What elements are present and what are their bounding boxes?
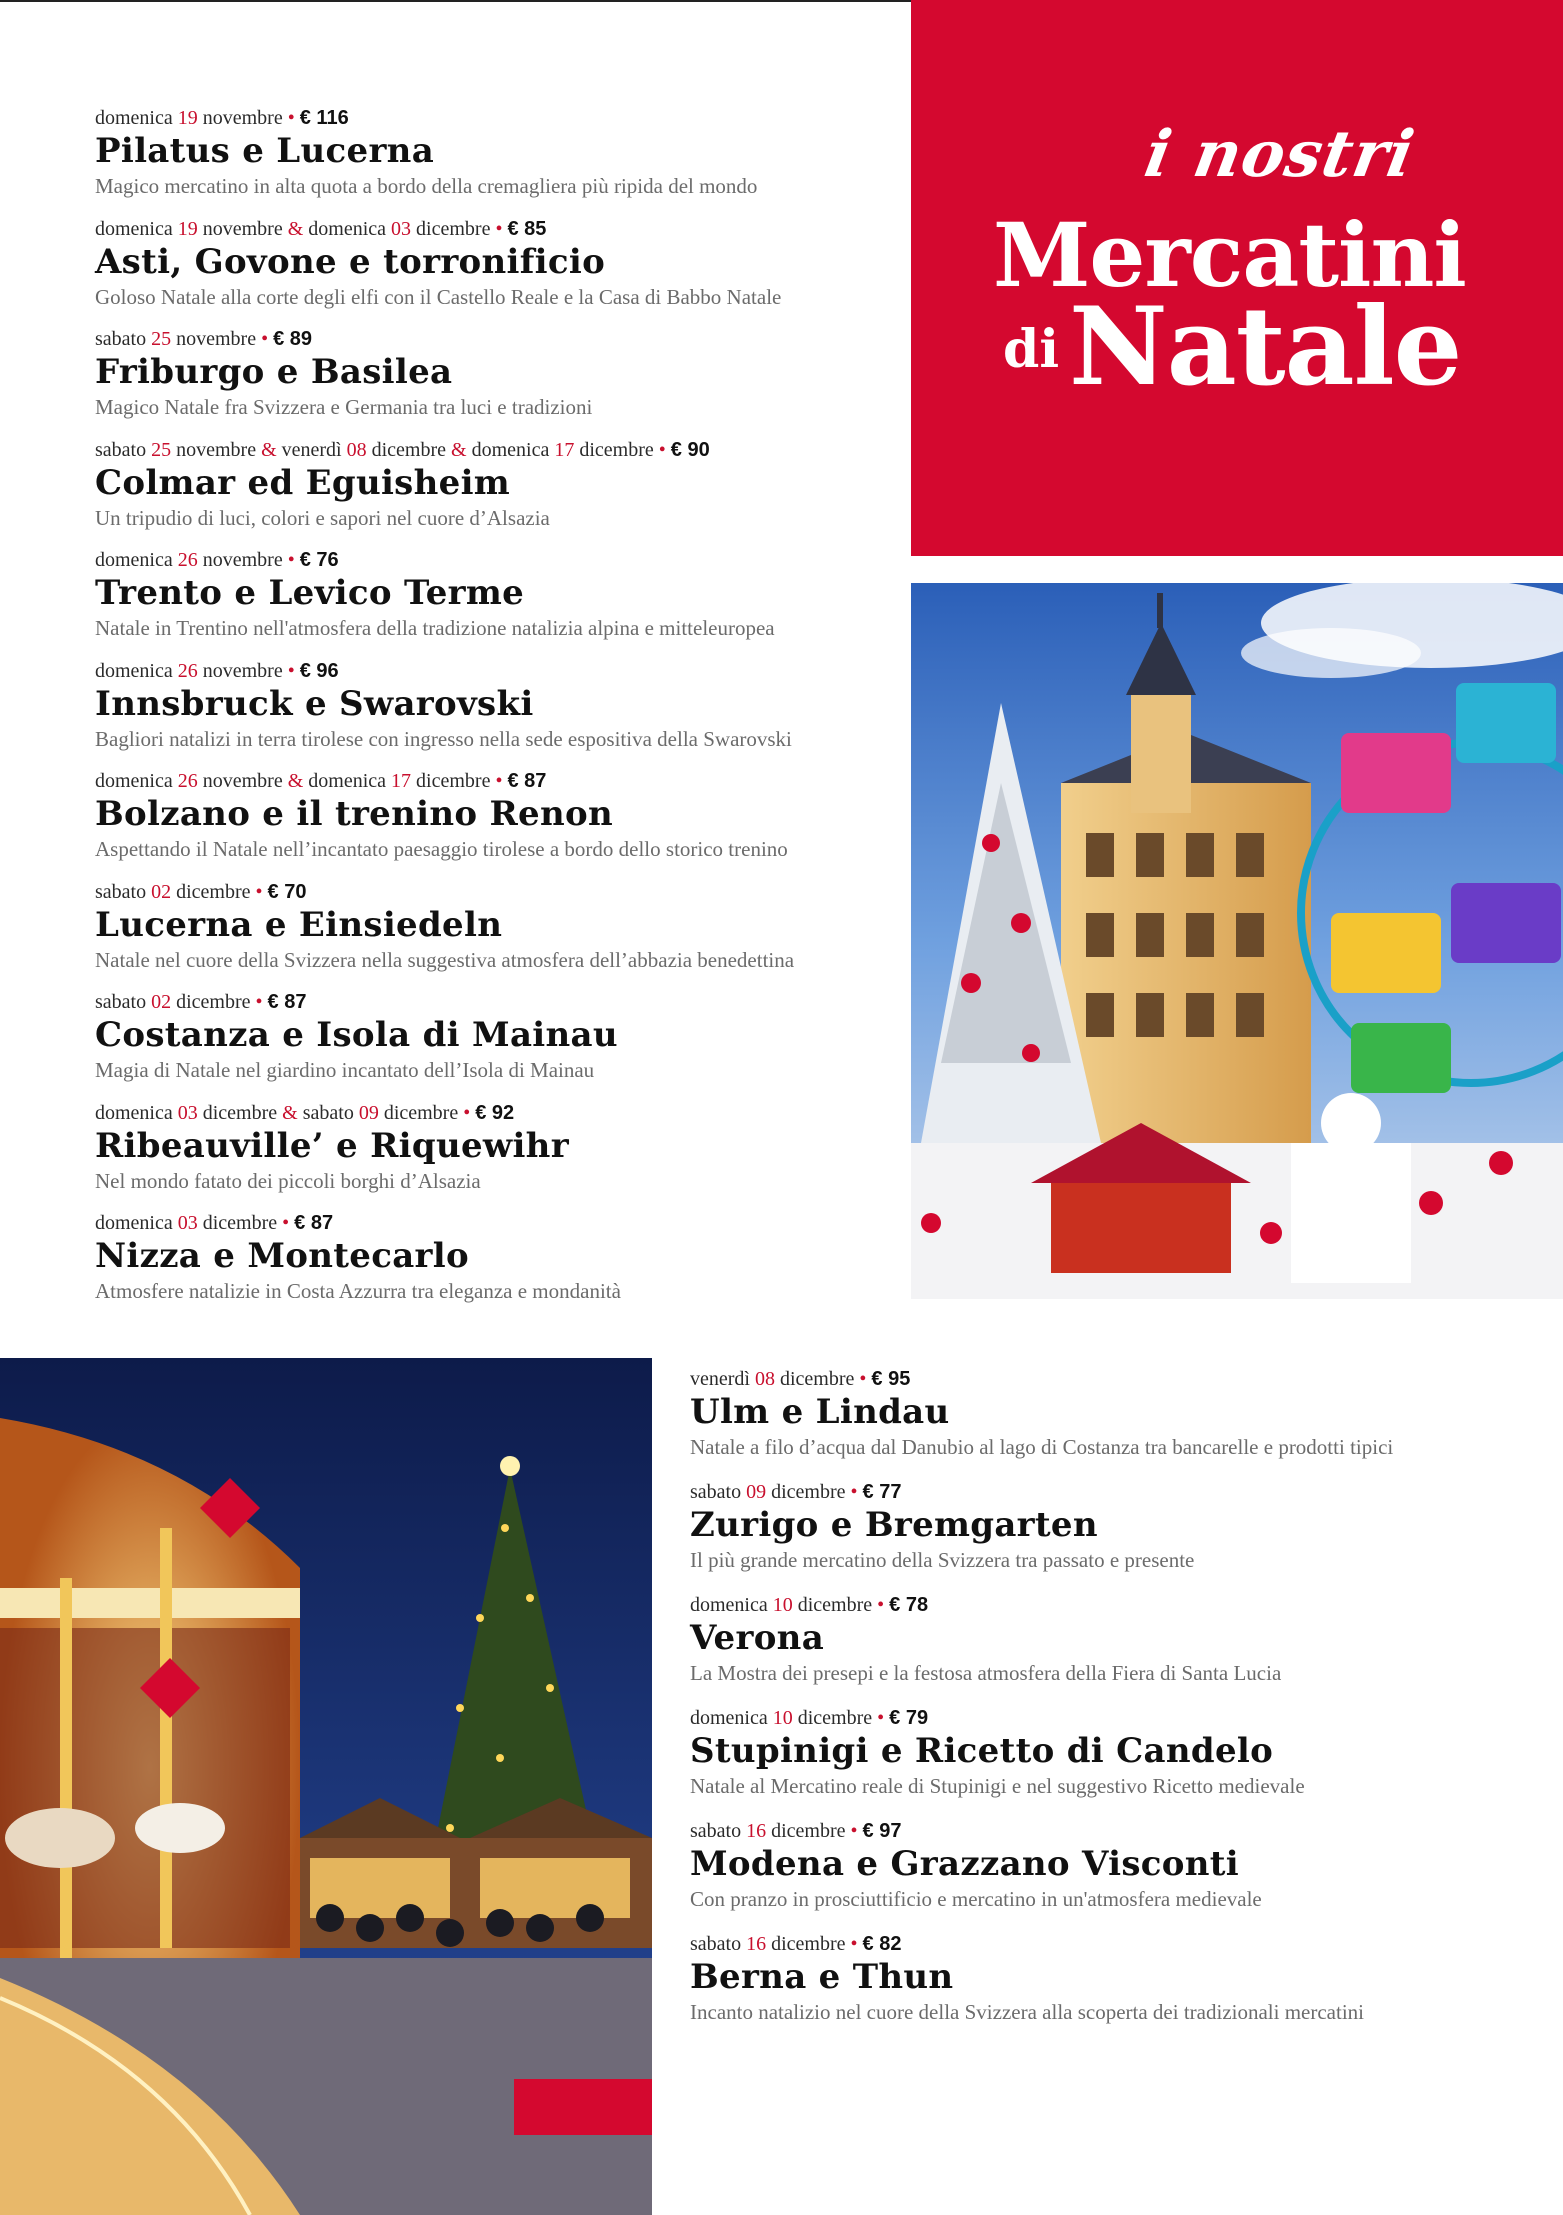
trip-item — [690, 1819, 1520, 1932]
trip-date: sabato 09 dicembre • € 77 — [690, 1481, 902, 1503]
trip-item — [95, 327, 895, 438]
trip-subtitle: Un tripudio di luci, colori e sapori nel cuore d’Alsazia — [95, 505, 550, 530]
trip-subtitle: Natale in Trentino nell'atmosfera della tradizione natalizia alpina e mitteleuropea — [95, 616, 775, 640]
trip-date: domenica 26 novembre • € 76 — [95, 549, 339, 571]
trip-title: Friburgo e Basilea — [95, 352, 453, 392]
trip-date: sabato 02 dicembre • € 87 — [95, 991, 307, 1013]
trip-item — [95, 217, 895, 328]
trip-price: € 89 — [273, 328, 313, 350]
trip-date: domenica 19 novembre & domenica 03 dicembre • € 85 — [95, 217, 547, 240]
trip-title: Pilatus e Lucerna — [95, 131, 435, 171]
trip-item — [95, 880, 895, 991]
trip-date: domenica 10 dicembre • € 78 — [690, 1594, 929, 1616]
trip-title: Modena e Grazzano Visconti — [690, 1844, 1239, 1884]
trip-price: € 95 — [871, 1368, 911, 1390]
trip-item — [95, 548, 895, 659]
trip-subtitle: Magia di Natale nel giardino incantato dell’Isola di Mainau — [95, 1058, 595, 1082]
trip-price: € 79 — [889, 1707, 929, 1729]
trip-date: domenica 26 novembre • € 96 — [95, 659, 339, 682]
trip-title: Innsbruck e Swarovski — [95, 683, 534, 724]
trip-price: € 90 — [670, 438, 710, 461]
title-script: i nostri — [1139, 117, 1421, 192]
trip-date: domenica 03 dicembre • € 87 — [95, 1212, 334, 1234]
christmas-market-photo — [911, 583, 1563, 1299]
trip-list-left — [95, 106, 895, 1322]
trip-title: Verona — [690, 1618, 825, 1658]
trip-title: Nizza e Montecarlo — [95, 1236, 469, 1276]
trip-date: sabato 02 dicembre • € 70 — [95, 880, 307, 903]
trip-item — [95, 659, 895, 770]
trip-subtitle: Goloso Natale alla corte degli elfi con il Castello Reale e la Casa di Babbo Natale — [95, 284, 782, 309]
trip-title: Colmar ed Eguisheim — [95, 462, 511, 503]
trip-title: Lucerna e Einsiedeln — [95, 904, 503, 945]
trip-date: sabato 25 novembre • € 89 — [95, 328, 313, 350]
trip-date: domenica 19 novembre • € 116 — [95, 107, 349, 129]
trip-item — [690, 1480, 1520, 1593]
red-accent-tab — [514, 2079, 652, 2135]
trip-date: sabato 25 novembre & venerdì 08 dicembre & domenica 17 dicembre • € 90 — [95, 438, 710, 461]
trip-date: domenica 03 dicembre & sabato 09 dicembre • € 92 — [95, 1101, 515, 1124]
trip-item — [95, 769, 895, 880]
trip-subtitle: Natale a filo d’acqua dal Danubio al lago di Costanza tra bancarelle e prodotti tipici — [690, 1435, 1394, 1459]
trip-subtitle: Magico Natale fra Svizzera e Germania tra luci e tradizioni — [95, 395, 593, 419]
trip-title: Berna e Thun — [690, 1957, 954, 1997]
trip-subtitle: Aspettando il Natale nell’incantato paesaggio tirolese a bordo dello storico trenino — [95, 837, 788, 861]
trip-price: € 76 — [299, 549, 339, 571]
trip-title: Asti, Govone e torronificio — [95, 241, 606, 282]
trip-item — [95, 106, 895, 217]
trip-title: Ulm e Lindau — [690, 1392, 950, 1432]
trip-price: € 96 — [299, 659, 339, 682]
trip-subtitle: Con pranzo in prosciuttificio e mercatino in un'atmosfera medievale — [690, 1887, 1262, 1911]
trip-subtitle: Nel mondo fatato dei piccoli borghi d’Alsazia — [95, 1168, 481, 1193]
trip-item — [95, 1101, 895, 1212]
title-mercatini: Mercatini — [993, 203, 1466, 307]
trip-title: Bolzano e il trenino Renon — [95, 794, 613, 834]
trip-subtitle: La Mostra dei presepi e la festosa atmosfera della Fiera di Santa Lucia — [690, 1661, 1282, 1685]
trip-price: € 116 — [299, 107, 349, 129]
trip-subtitle: Natale al Mercatino reale di Stupinigi e nel suggestivo Ricetto medievale — [690, 1774, 1305, 1798]
trip-item — [95, 438, 895, 549]
trip-price: € 87 — [294, 1212, 334, 1234]
trip-price: € 82 — [862, 1933, 902, 1955]
trip-date: domenica 26 novembre & domenica 17 dicembre • € 87 — [95, 770, 547, 792]
trip-subtitle: Atmosfere natalizie in Costa Azzurra tra eleganza e mondanità — [95, 1279, 621, 1303]
trip-item — [95, 1211, 895, 1322]
trip-price: € 77 — [862, 1481, 902, 1503]
trip-item — [690, 1932, 1520, 2045]
trip-list-right — [690, 1367, 1520, 2045]
trip-item — [690, 1706, 1520, 1819]
title-natale: Natale — [1069, 284, 1462, 410]
trip-title: Zurigo e Bremgarten — [690, 1505, 1098, 1545]
trip-date: sabato 16 dicembre • € 82 — [690, 1933, 902, 1955]
trip-date: sabato 16 dicembre • € 97 — [690, 1820, 902, 1842]
trip-subtitle: Natale nel cuore della Svizzera nella suggestiva atmosfera dell’abbazia benedettina — [95, 947, 795, 972]
trip-price: € 85 — [507, 217, 547, 240]
trip-date: venerdì 08 dicembre • € 95 — [690, 1368, 911, 1390]
trip-item — [95, 990, 895, 1101]
trip-title: Costanza e Isola di Mainau — [95, 1015, 618, 1055]
trip-subtitle: Bagliori natalizi in terra tirolese con ingresso nella sede espositiva della Swarovski — [95, 726, 792, 751]
trip-price: € 70 — [267, 880, 307, 903]
trip-price: € 78 — [889, 1594, 929, 1616]
trip-subtitle: Magico mercatino in alta quota a bordo della cremagliera più ripida del mondo — [95, 174, 758, 198]
trip-item — [690, 1593, 1520, 1706]
trip-item — [690, 1367, 1520, 1480]
trip-price: € 87 — [507, 770, 547, 792]
trip-date: domenica 10 dicembre • € 79 — [690, 1707, 929, 1729]
trip-price: € 97 — [862, 1820, 902, 1842]
trip-title: Ribeauville’ e Riquewihr — [95, 1125, 569, 1166]
trip-title: Trento e Levico Terme — [95, 573, 525, 613]
trip-subtitle: Il più grande mercatino della Svizzera tra passato e presente — [690, 1548, 1195, 1572]
trip-title: Stupinigi e Ricetto di Candelo — [690, 1731, 1274, 1771]
title-di: di — [1003, 319, 1060, 380]
trip-price: € 92 — [475, 1101, 515, 1124]
trip-price: € 87 — [267, 991, 307, 1013]
trip-subtitle: Incanto natalizio nel cuore della Svizzera alla scoperta dei tradizionali mercatini — [690, 2000, 1365, 2024]
title-banner — [911, 0, 1563, 556]
